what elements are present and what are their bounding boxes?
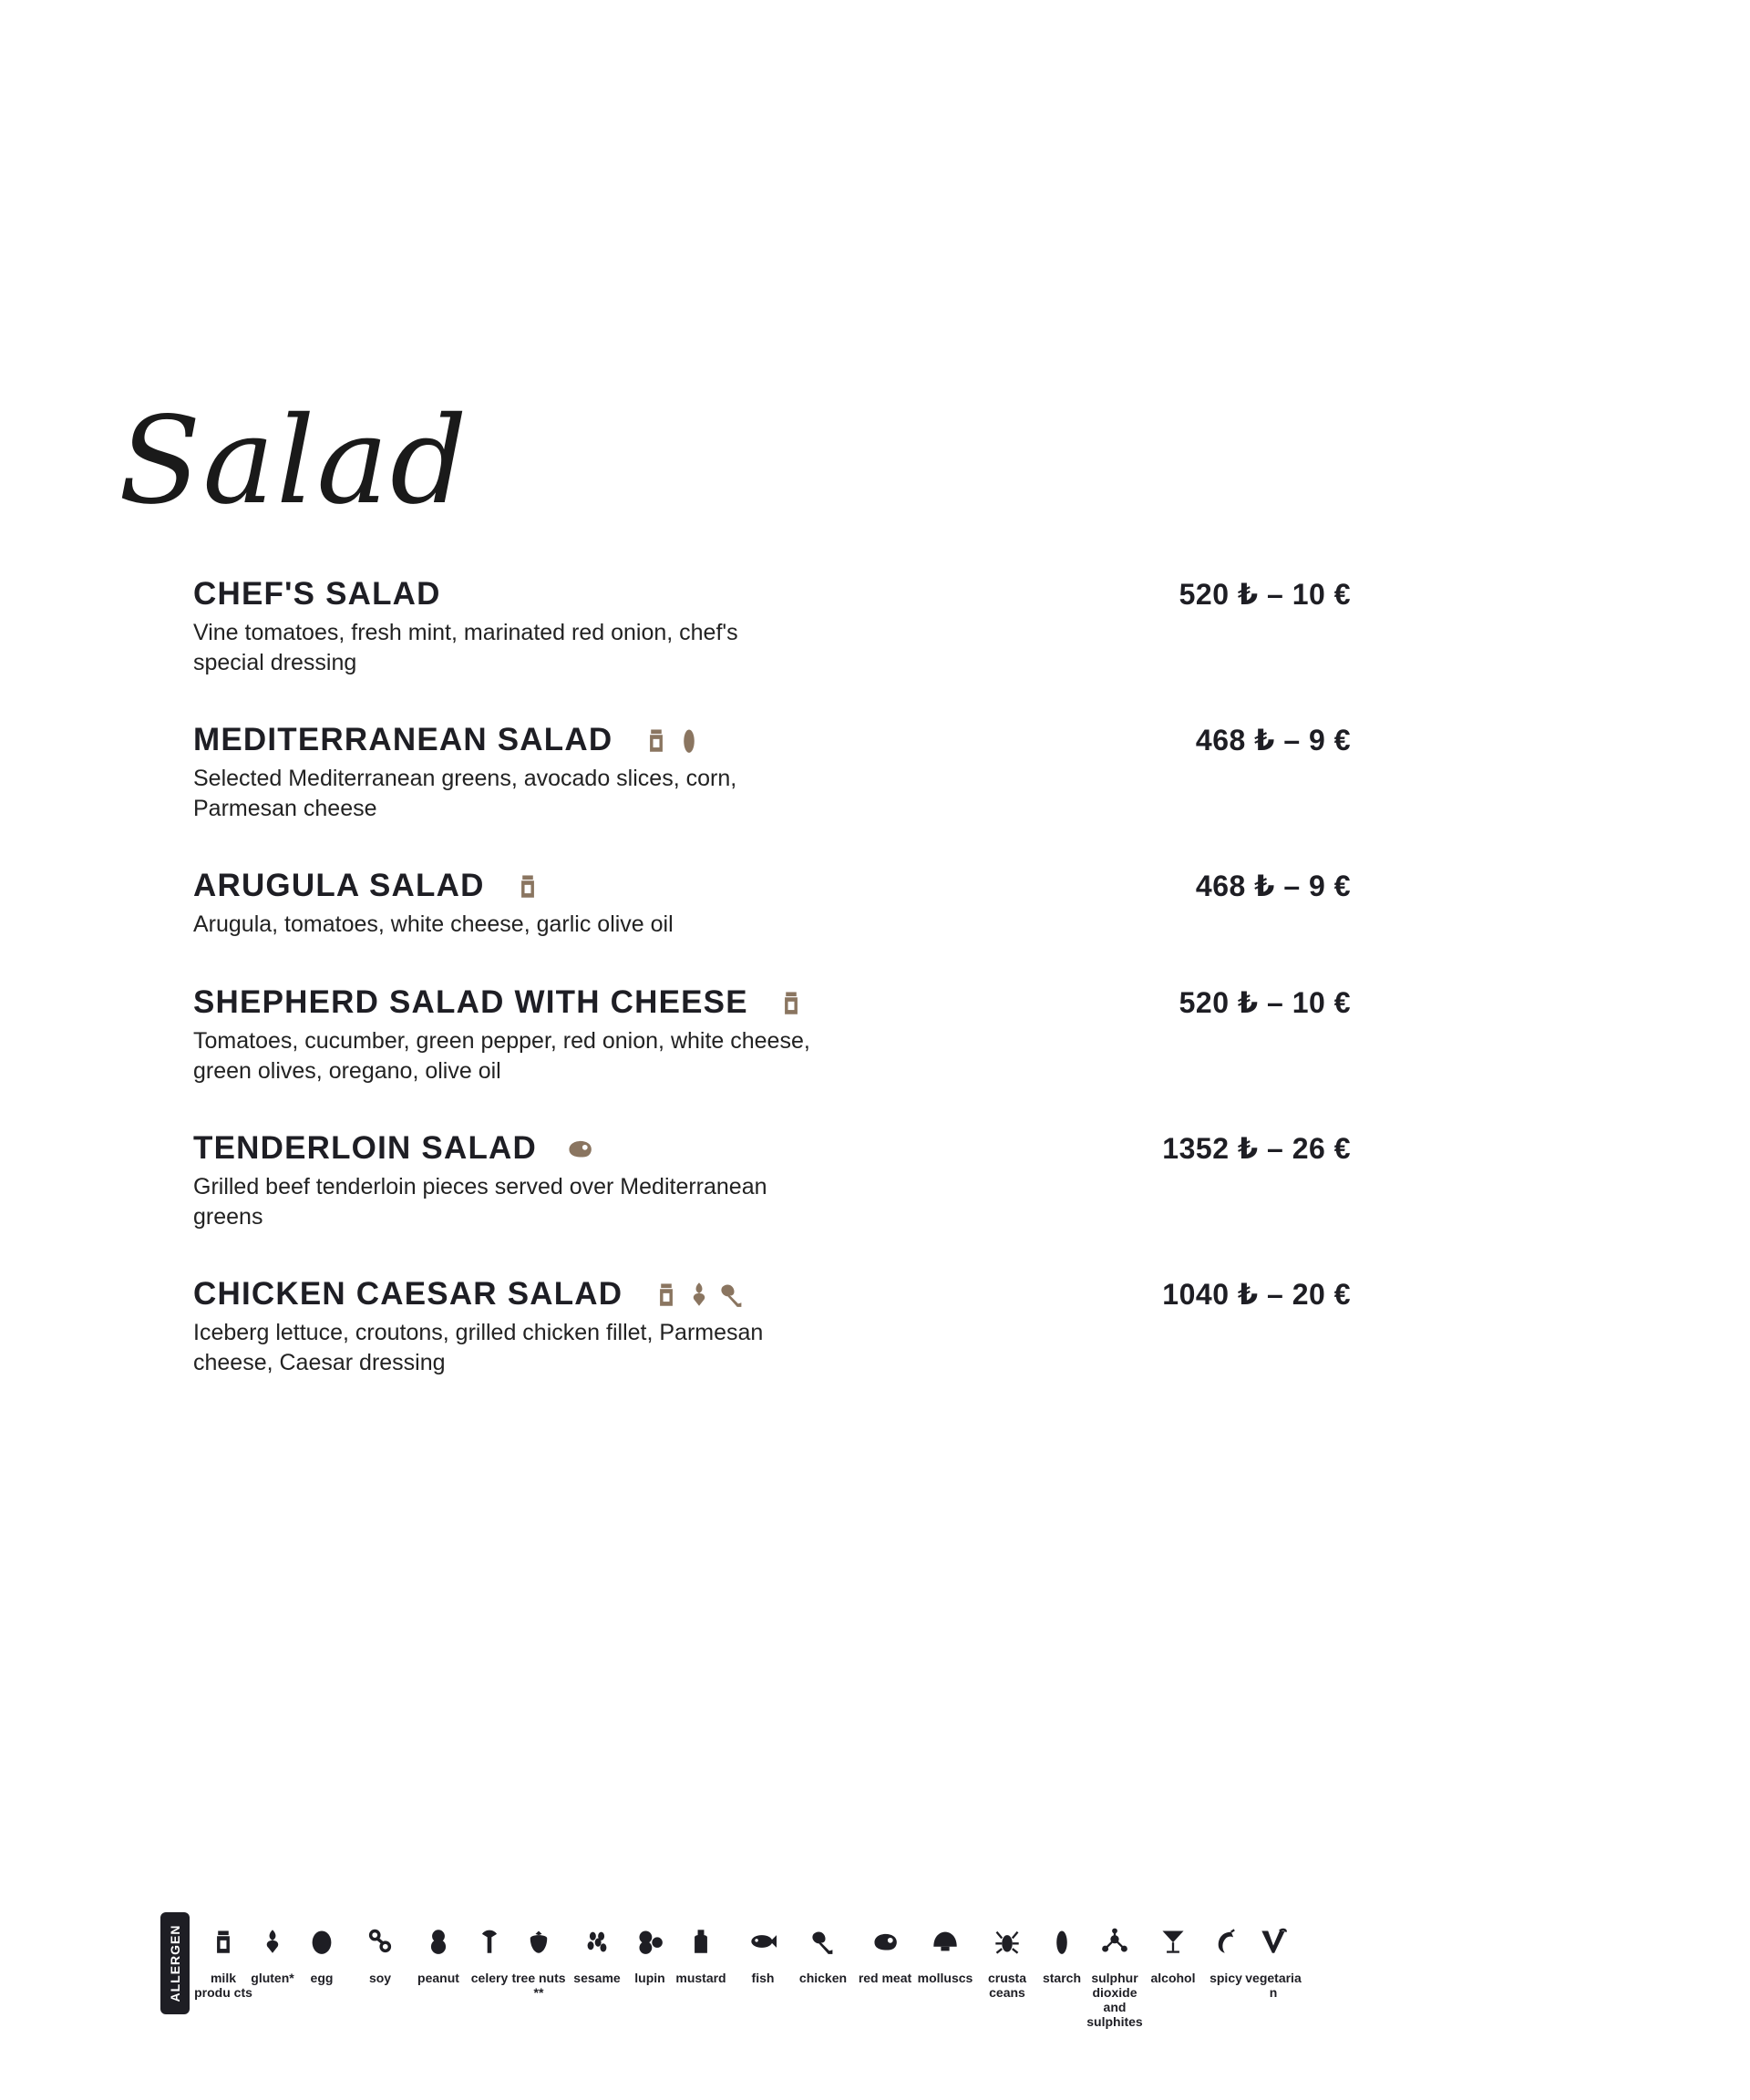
legend-label: mustard xyxy=(675,1971,726,1985)
legend-item-red-meat xyxy=(855,1925,915,1985)
menu-item-name: CHICKEN CAESAR SALAD xyxy=(193,1276,623,1312)
egg-icon xyxy=(308,1928,335,1955)
legend-label: celery xyxy=(470,1971,509,1985)
legend-icon-wrap xyxy=(855,1925,915,1958)
lupin-icon xyxy=(636,1928,664,1955)
legend-label: fish xyxy=(751,1971,775,1985)
menu-item-description: Vine tomatoes, fresh mint, marinated red onion, chef's special dressing xyxy=(193,620,738,675)
legend-label: sesame xyxy=(573,1971,621,1985)
menu-item-allergens xyxy=(514,872,547,900)
tree-nuts-icon xyxy=(525,1928,552,1955)
menu-item xyxy=(193,1127,1351,1232)
milk-products-icon xyxy=(777,989,805,1016)
legend-item-soy xyxy=(350,1925,410,1985)
legend-icon-wrap xyxy=(671,1925,731,1958)
vegetarian-icon xyxy=(1260,1928,1287,1955)
menu-item-price: 520 ₺ – 10 € xyxy=(1179,986,1351,1019)
section-title: Salad xyxy=(118,391,469,531)
menu-item-price: 468 ₺ – 9 € xyxy=(1195,870,1351,902)
legend-label: tree nuts ** xyxy=(511,1971,566,2000)
peanut-icon xyxy=(425,1928,452,1955)
legend-item-alcohol xyxy=(1143,1925,1203,1985)
menu-item-allergens xyxy=(653,1281,751,1308)
legend-item-vegetarian xyxy=(1243,1925,1303,2000)
allergen-tab xyxy=(160,1912,190,2014)
legend-item-crustaceans xyxy=(977,1925,1037,2000)
menu-item-allergens xyxy=(643,726,708,754)
legend-label: red meat xyxy=(858,1971,912,1985)
chicken-icon xyxy=(809,1928,837,1955)
legend-icon-wrap xyxy=(793,1925,853,1958)
menu-item-name: TENDERLOIN SALAD xyxy=(193,1130,537,1166)
menu-item-allergens xyxy=(566,1135,599,1162)
milk-products-icon xyxy=(643,726,670,754)
legend-icon-wrap xyxy=(1243,1925,1303,1958)
legend-icon-wrap xyxy=(977,1925,1037,1958)
legend-icon-wrap xyxy=(292,1925,352,1958)
legend-icon-wrap xyxy=(915,1925,975,1958)
spicy-icon xyxy=(1212,1928,1240,1955)
legend-item-molluscs xyxy=(915,1925,975,1985)
legend-item-sulphur-dioxide xyxy=(1085,1925,1145,2029)
red-meat-icon xyxy=(566,1135,593,1162)
legend-label: alcohol xyxy=(1150,1971,1196,1985)
legend-label: spicy xyxy=(1210,1971,1242,1985)
menu-item-description: Iceberg lettuce, croutons, grilled chicken fillet, Parmesan cheese, Caesar dressing xyxy=(193,1320,764,1375)
legend-icon-wrap xyxy=(1032,1925,1092,1958)
menu-item-header xyxy=(193,1127,1351,1170)
menu-item-header xyxy=(193,572,1351,616)
menu-item-header xyxy=(193,981,1351,1024)
legend-label: chicken xyxy=(798,1971,848,1985)
legend-label: milk produ cts xyxy=(194,1971,252,2000)
legend-icon-wrap xyxy=(567,1925,627,1958)
menu-item-price: 1352 ₺ – 26 € xyxy=(1162,1132,1351,1165)
legend-icon-wrap xyxy=(1143,1925,1203,1958)
legend-item-tree-nuts xyxy=(509,1925,569,2000)
legend-label: starch xyxy=(1042,1971,1082,1985)
menu-item-allergens xyxy=(777,989,810,1016)
legend-label: soy xyxy=(368,1971,392,1985)
legend-item-sesame xyxy=(567,1925,627,1985)
menu-item-price: 520 ₺ – 10 € xyxy=(1179,578,1351,611)
chicken-icon xyxy=(718,1281,746,1308)
legend-icon-wrap xyxy=(509,1925,569,1958)
menu-item xyxy=(193,1272,1351,1378)
fish-icon xyxy=(749,1928,777,1955)
menu-item-description: Arugula, tomatoes, white cheese, garlic olive oil xyxy=(193,911,674,937)
menu-item xyxy=(193,718,1351,824)
starch-icon xyxy=(1048,1928,1076,1955)
menu-item-description: Selected Mediterranean greens, avocado slices, corn, Parmesan cheese xyxy=(193,766,737,821)
sesame-icon xyxy=(583,1928,611,1955)
legend-label: sulphur dioxide and sulphites xyxy=(1086,1971,1143,2029)
menu-item xyxy=(193,572,1351,678)
sulphur-dioxide-icon xyxy=(1101,1928,1128,1955)
legend-icon-wrap xyxy=(733,1925,793,1958)
menu-item-price: 1040 ₺ – 20 € xyxy=(1162,1278,1351,1311)
menu-item-name: CHEF'S SALAD xyxy=(193,576,441,612)
legend-item-mustard xyxy=(671,1925,731,1985)
legend-item-starch xyxy=(1032,1925,1092,1985)
menu-item-header xyxy=(193,1272,1351,1316)
legend-item-egg xyxy=(292,1925,352,1985)
gluten-icon xyxy=(685,1281,713,1308)
mustard-icon xyxy=(687,1928,715,1955)
legend-label: peanut xyxy=(417,1971,459,1985)
menu-item-price: 468 ₺ – 9 € xyxy=(1195,724,1351,757)
menu-item-description: Grilled beef tenderloin pieces served over Mediterranean greens xyxy=(193,1174,767,1230)
red-meat-icon xyxy=(871,1928,899,1955)
starch-icon xyxy=(675,726,703,754)
menu-item xyxy=(193,981,1351,1086)
menu-item-name: ARUGULA SALAD xyxy=(193,868,485,903)
legend-icon-wrap xyxy=(1085,1925,1145,1958)
legend-item-fish xyxy=(733,1925,793,1985)
legend-label: vegetarian xyxy=(1245,1971,1302,2000)
legend-icon-wrap xyxy=(350,1925,410,1958)
menu-item-description: Tomatoes, cucumber, green pepper, red onion, white cheese, green olives, oregano, olive oil xyxy=(193,1028,810,1084)
legend-label: egg xyxy=(310,1971,334,1985)
alcohol-icon xyxy=(1159,1928,1187,1955)
legend-label: molluscs xyxy=(917,1971,973,1985)
menu-item xyxy=(193,864,1351,940)
gluten-icon xyxy=(259,1928,286,1955)
soy-icon xyxy=(366,1928,394,1955)
milk-products-icon xyxy=(514,872,541,900)
allergen-legend xyxy=(160,1912,1373,2029)
milk-products-icon xyxy=(653,1281,680,1308)
allergen-tab-label: ALLERGEN xyxy=(168,1924,182,2002)
milk-products-icon xyxy=(210,1928,237,1955)
legend-label: lupin xyxy=(634,1971,665,1985)
legend-label: crusta ceans xyxy=(987,1971,1027,2000)
crustaceans-icon xyxy=(993,1928,1021,1955)
menu-item-header xyxy=(193,718,1351,762)
menu-item-header xyxy=(193,864,1351,908)
celery-icon xyxy=(476,1928,503,1955)
menu-item-name: SHEPHERD SALAD WITH CHEESE xyxy=(193,984,748,1020)
molluscs-icon xyxy=(932,1928,959,1955)
menu-item-name: MEDITERRANEAN SALAD xyxy=(193,722,613,757)
legend-label: gluten* xyxy=(251,1971,294,1985)
legend-item-chicken xyxy=(793,1925,853,1985)
